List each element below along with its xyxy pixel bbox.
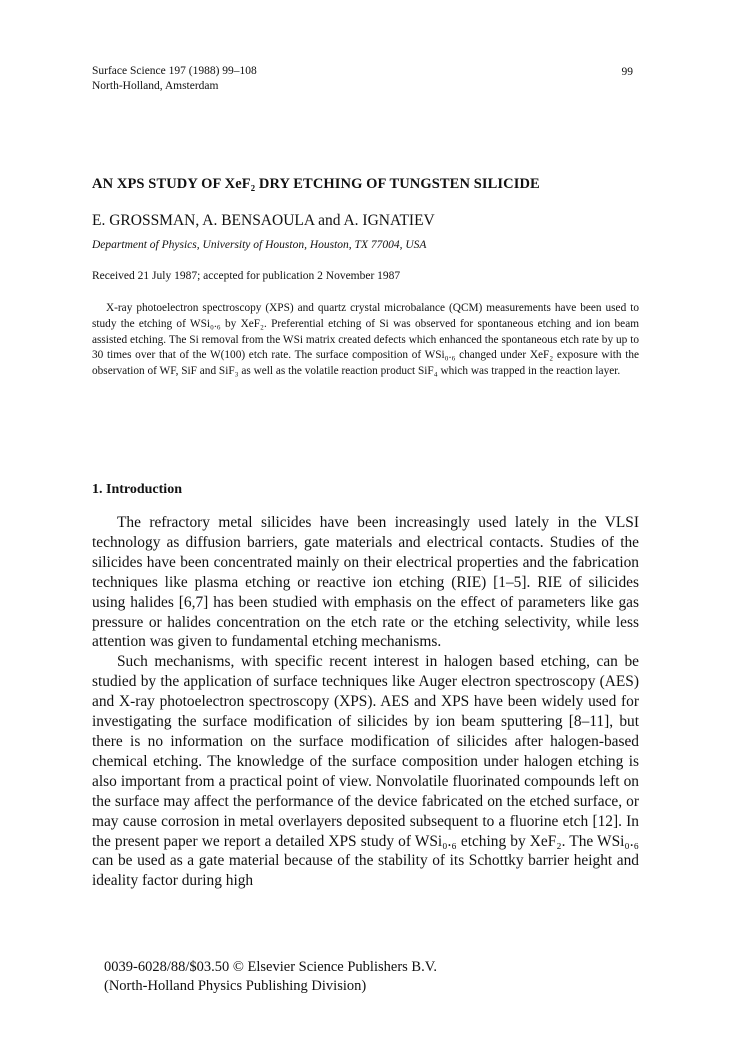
journal-header	[92, 64, 257, 94]
article-authors: E. GROSSMAN, A. BENSAOULA and A. IGNATIEV	[92, 212, 435, 229]
abstract-text: X-ray photoelectron spectroscopy (XPS) and quartz crystal microbalance (QCM) measurements have been used to study the etching of WSi₀.₆ by XeF₂. Preferential etching of Si was observed for spontaneous etching and ion beam assisted etching. The Si removal from the WSi matrix created defects which enhanced the spontaneous etch rate by up to 30 times over that of the W(100) etch rate. The surface composition of WSi₀.₆ changed under XeF₂ exposure with the observation of WF, SiF and SiF₃ as well as the volatile reaction product SiF₄ which was trapped in the reaction layer.	[92, 302, 639, 378]
copyright-line: 0039-6028/88/$03.50 © Elsevier Science Publishers B.V.	[104, 959, 437, 975]
body-paragraph: Such mechanisms, with specific recent interest in halogen based etching, can be studied by the application of surface techniques like Auger electron spectroscopy (AES) and X-ray photoelectron spectroscopy (XPS). AES and XPS have been widely used for investigating the surface modification of silicides by ion beam sputtering [8–11], but there is no information on the surface modification of silicides after halogen-based chemical etching. The knowledge of the surface composition under halogen etching is also important from a practical point of view. Nonvolatile fluorinated compounds left on the surface may affect the performance of the device fabricated on the etched surface, or may cause corrosion in metal overlayers deposited subsequent to a fluorine etch [12]. In the present paper we report a detailed XPS study of WSi₀.₆ etching by XeF₂. The WSi₀.₆ can be used as a gate material because of the stability of its Schottky barrier height and ideality factor during high	[92, 653, 639, 890]
received-dates: Received 21 July 1987; accepted for publication 2 November 1987	[92, 270, 401, 282]
body-paragraph: The refractory metal silicides have been increasingly used lately in the VLSI technology as diffusion barriers, gate materials and electrical contacts. Studies of the silicides have been concentrated mainly on their electrical properties and the fabrication techniques like plasma etching or reactive ion etching (RIE) [1–5]. RIE of silicides using halides [6,7] has been studied with emphasis on the effect of parameters like gas pressure or halides concentration on the etch rate or the etching selectivity, while less attention was given to fundamental etching mechanisms.	[92, 514, 639, 651]
section-heading: 1. Introduction	[92, 482, 182, 497]
page-number: 99	[621, 66, 633, 78]
article-title: AN XPS STUDY OF XeF₂ DRY ETCHING OF TUNGSTEN SILICIDE	[92, 176, 540, 192]
abstract	[92, 301, 639, 380]
section-body	[92, 513, 639, 891]
author-affiliation: Department of Physics, University of Houston, Houston, TX 77004, USA	[92, 239, 427, 251]
copyright-footer	[104, 958, 437, 996]
journal-publisher: North-Holland, Amsterdam	[92, 80, 219, 92]
publisher-division: (North-Holland Physics Publishing Division)	[104, 978, 367, 994]
journal-citation: Surface Science 197 (1988) 99–108	[92, 65, 257, 77]
